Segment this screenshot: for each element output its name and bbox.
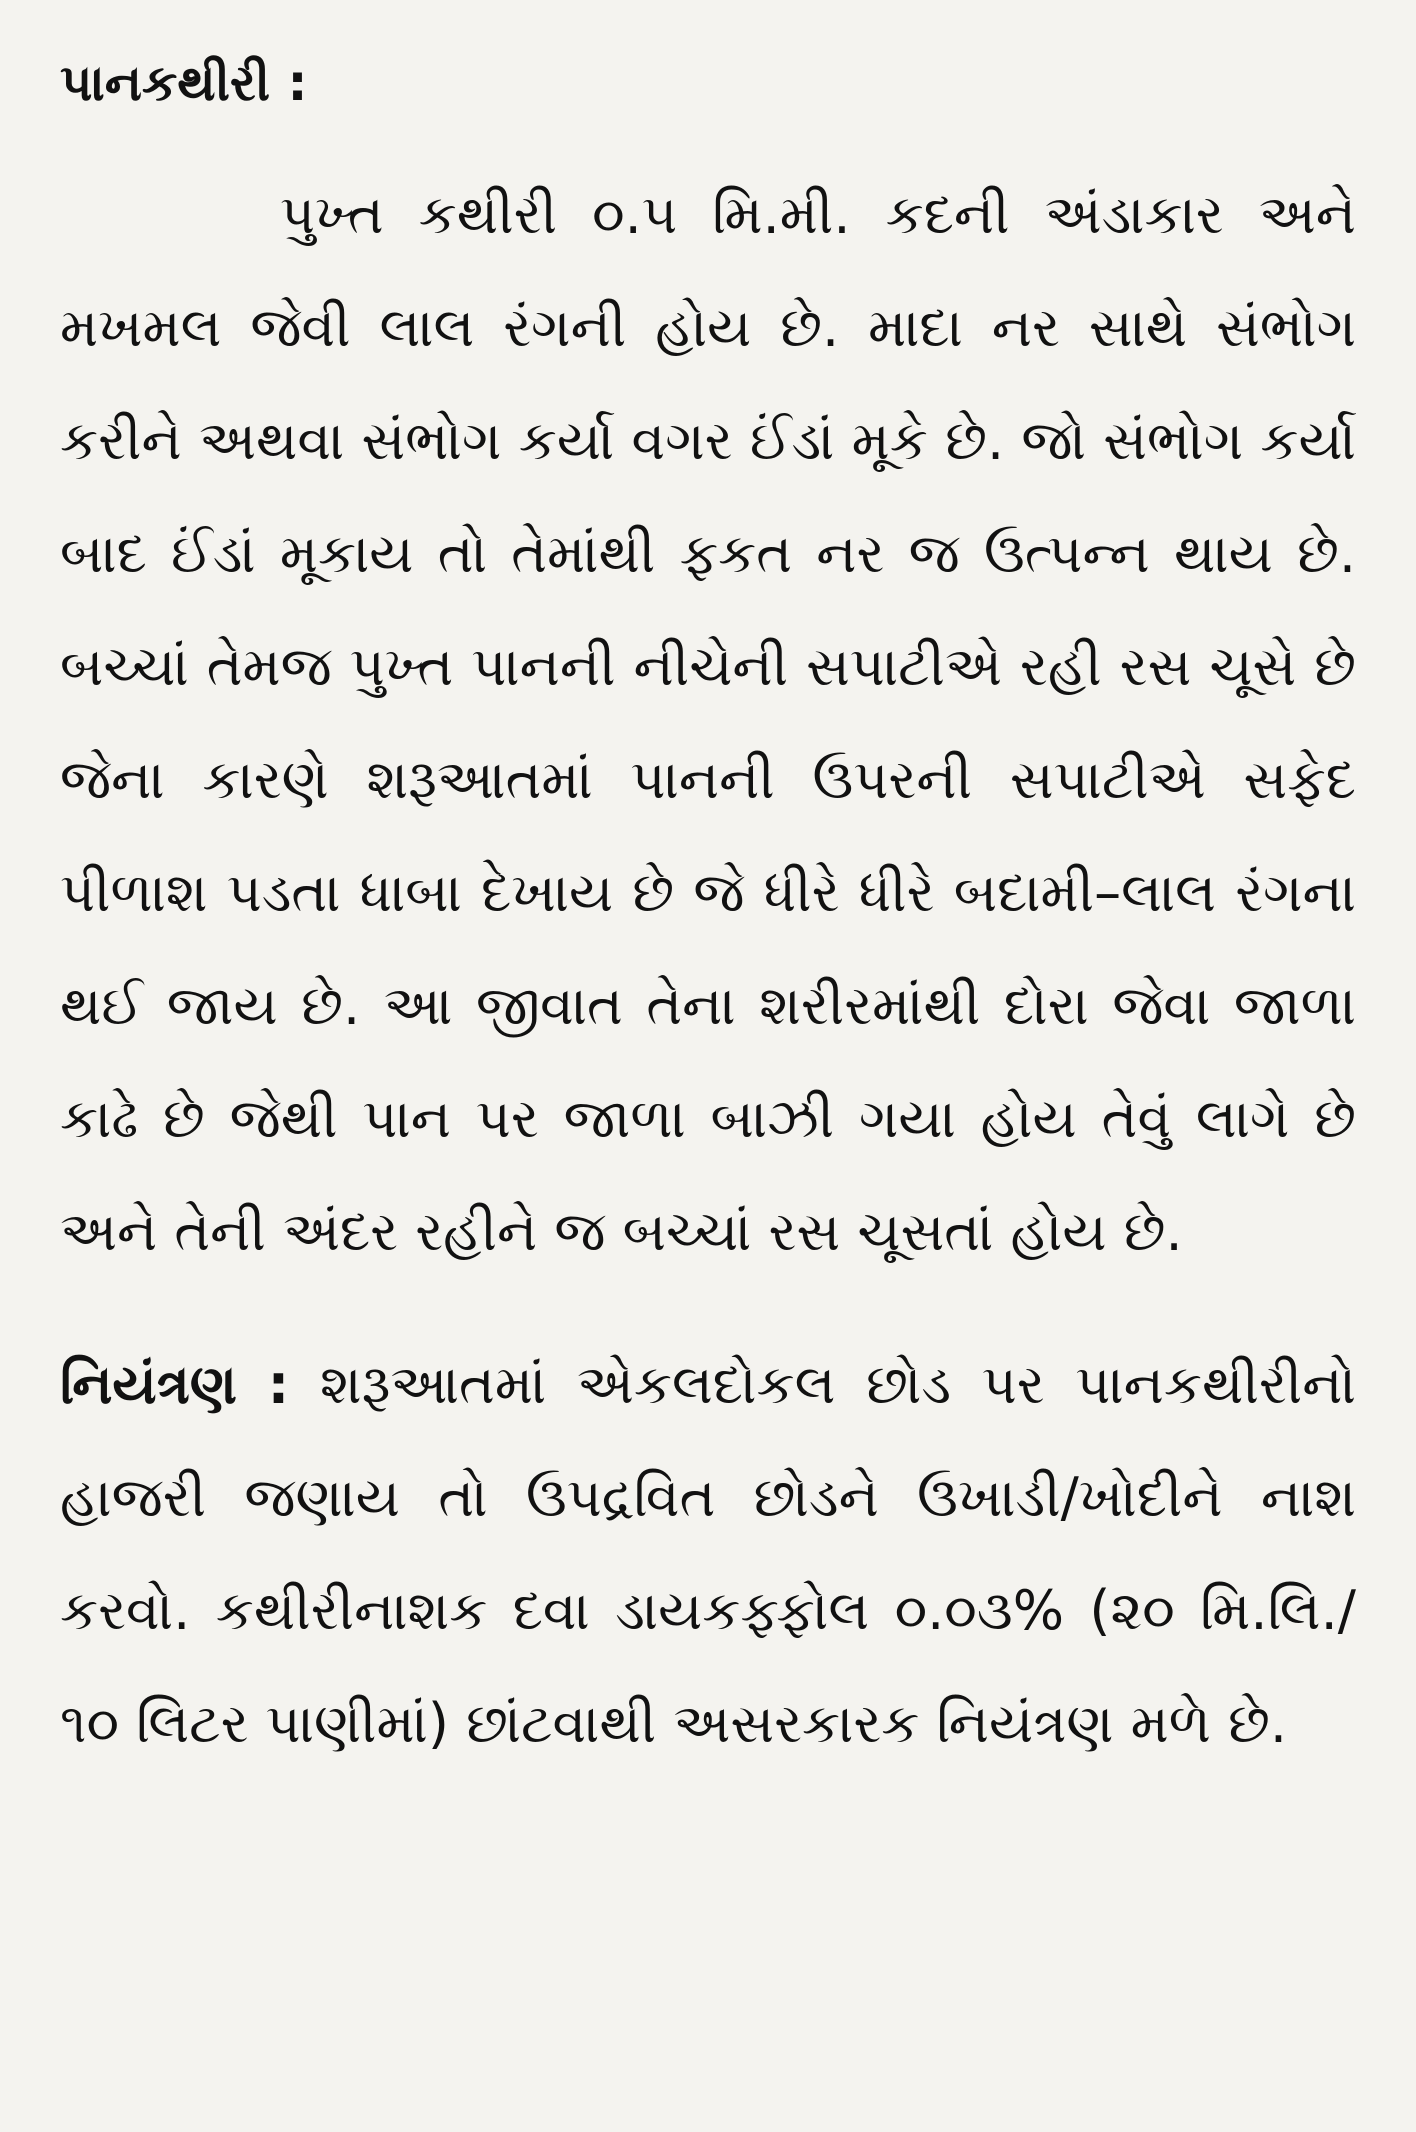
- control-paragraph: [60, 1328, 1356, 1780]
- description-paragraph: [60, 158, 1356, 1288]
- section-title: પાનકથીરી :: [60, 54, 308, 112]
- description-text: પુખ્ત કથીરી ૦.૫ મિ.મી. કદની અંડાકાર અને મખમલ જેવી લાલ રંગની હોય છે. માદા નર સાથે સંભોગ કરીને અથવા સંભોગ કર્યા વગર ઈંડાં મૂકે છે. જો સંભોગ કર્યા બાદ ઈંડાં મૂકાય તો તેમાંથી ફકત નર જ ઉત્પન્ન થાય છે. બચ્ચાં તેમજ પુખ્ત પાનની નીચેની સપાટીએ રહી રસ ચૂસે છે જેના કારણે શરૂઆતમાં પાનની ઉપરની સપાટીએ સફેદ પીળાશ પડતા ધાબા દેખાય છે જે ધીરે ધીરે બદામી–લાલ રંગના થઈ જાય છે. આ જીવાત તેના શરીરમાંથી દોરા જેવા જાળા કાઢે છે જેથી પાન પર જાળા બાઝી ગયા હોય તેવું લાગે છે અને તેની અંદર રહીને જ બચ્ચાં રસ ચૂસતાં હોય છે.: [60, 183, 1356, 1263]
- control-separator: :: [267, 1353, 290, 1416]
- control-text: શરૂઆતમાં એકલદોકલ છોડ પર પાનકથીરીનો હાજરી જણાય તો ઉપદ્રવિત છોડને ઉખાડી/ખોદીને નાશ કરવો. કથીરીનાશક દવા ડાયકફ્ફોલ ૦.૦૩% (૨૦ મિ.લિ./ ૧૦ લિટર પાણીમાં) છાંટવાથી અસરકારક નિયંત્રણ મળે છે.: [60, 1353, 1356, 1755]
- control-label: નિયંત્રણ: [60, 1353, 237, 1416]
